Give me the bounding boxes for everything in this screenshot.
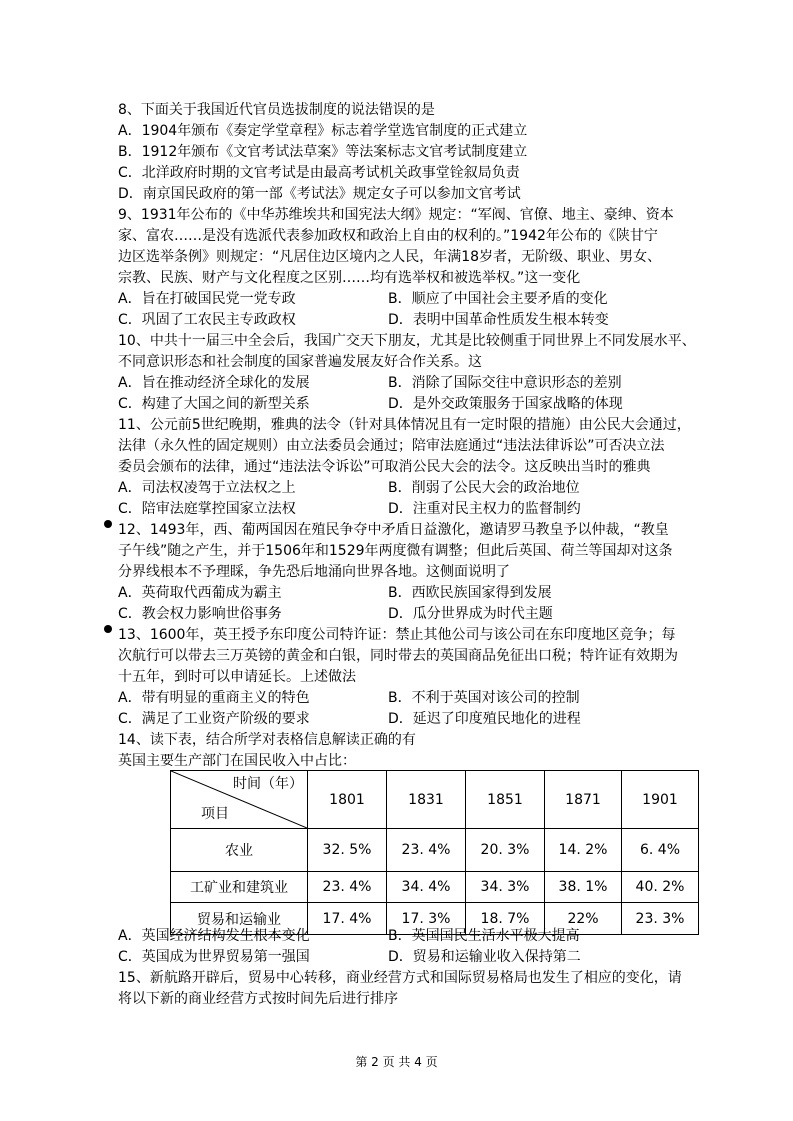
q8-option-a: A．1904年颁布《奏定学堂章程》标志着学堂选官制度的正式建立 xyxy=(118,123,528,139)
q8-option-b: B．1912年颁布《文官考试法草案》等法案标志文官考试制度建立 xyxy=(118,144,528,160)
row-label: 农业 xyxy=(171,829,308,872)
q13-option-b: B．不利于英国对该公司的控制 xyxy=(388,690,580,706)
year-header: 1871 xyxy=(545,771,622,829)
table-cell: 34. 3% xyxy=(466,872,545,903)
q13-line-2: 次航行可以带去三万英镑的黄金和白银，同时带去的英国商品免征出口税；特许证有效期为 xyxy=(118,648,678,664)
year-header: 1901 xyxy=(622,771,699,829)
row-label: 工矿业和建筑业 xyxy=(171,872,308,903)
q12-option-a: A．英荷取代西葡成为霸主 xyxy=(118,585,282,601)
q12-bullet-dot xyxy=(104,520,112,528)
corner-time-label: 时间（年） xyxy=(233,776,303,792)
page-footer: 第 2 页 共 4 页 xyxy=(355,1055,438,1069)
table-cell: 40. 2% xyxy=(622,872,699,903)
q9-line-1: 9、1931年公布的《中华苏维埃共和国宪法大纲》规定：“军阀、官僚、地主、豪绅、资本 xyxy=(118,207,674,223)
table-cell: 20. 3% xyxy=(466,829,545,872)
year-header: 1831 xyxy=(387,771,466,829)
q12-line-1: 12、1493年，西、葡两国因在殖民争夺中矛盾日益激化，邀请罗马教皇予以仲裁，“教皇 xyxy=(118,522,669,538)
income-share-table xyxy=(170,770,699,935)
q11-line-2: 法律（永久性的固定规则）由立法委员会通过；陪审法庭通过“违法法律诉讼”可否决立法 xyxy=(118,438,665,454)
q12-line-3: 分界线根本不予理睬，争先恐后地涌向世界各地。这侧面说明了 xyxy=(118,564,510,580)
q14-option-d: D．贸易和运输业收入保持第二 xyxy=(388,949,581,965)
year-header: 1851 xyxy=(466,771,545,829)
table-cell: 38. 1% xyxy=(545,872,622,903)
q8-option-c: C．北洋政府时期的文官考试是由最高考试机关政事堂铨叙局负责 xyxy=(118,165,520,181)
q13-line-3: 十五年，到时可以申请延长。上述做法 xyxy=(118,669,356,685)
q10-option-c: C．构建了大国之间的新型关系 xyxy=(118,396,310,412)
q11-line-1: 11、公元前5世纪晚期，雅典的法令（针对具体情况且有一定时限的措施）由公民大会通过， xyxy=(118,417,691,433)
table-cell: 6. 4% xyxy=(622,829,699,872)
row-label: 贸易和运输业 xyxy=(171,903,308,935)
table-cell: 22% xyxy=(545,903,622,935)
q14-stem: 14、读下表，结合所学对表格信息解读正确的有 xyxy=(118,732,416,748)
q11-option-a: A．司法权凌驾于立法权之上 xyxy=(118,480,296,496)
table-row xyxy=(171,872,699,903)
q11-line-3: 委员会颁布的法律，通过“违法法令诉讼”可取消公民大会的法令。这反映出当时的雅典 xyxy=(118,459,651,475)
q13-line-1: 13、1600年，英王授予东印度公司特许证：禁止其他公司与该公司在东印度地区竞争；每 xyxy=(118,627,676,643)
q14-option-b: B．英国国民生活水平极大提高 xyxy=(388,928,580,944)
q12-option-c: C．教会权力影响世俗事务 xyxy=(118,606,282,622)
q13-option-c: C．满足了工业资产阶级的要求 xyxy=(118,711,310,727)
q14-option-a: A．英国经济结构发生根本变化 xyxy=(118,928,310,944)
q9-line-3: 边区选举条例》则规定：“凡居住边区境内之人民，年满18岁者，无阶级、职业、男女、 xyxy=(118,249,662,265)
table-cell: 18. 7% xyxy=(466,903,545,935)
q10-line-1: 10、中共十一届三中全会后，我国广交天下朋友，尤其是比较侧重于同世界上不同发展水平、 xyxy=(118,333,696,349)
q8-stem: 8、下面关于我国近代官员选拔制度的说法错误的是 xyxy=(118,102,435,118)
q8-option-d: D．南京国民政府的第一部《考试法》规定女子可以参加文官考试 xyxy=(118,186,521,202)
q9-option-a: A．旨在打破国民党一党专政 xyxy=(118,291,296,307)
table-cell: 23. 4% xyxy=(387,829,466,872)
q11-option-b: B．削弱了公民大会的政治地位 xyxy=(388,480,580,496)
table-cell: 14. 2% xyxy=(545,829,622,872)
corner-item-label: 项目 xyxy=(201,806,229,822)
q9-line-4: 宗教、民族、财产与文化程度之区别……均有选举权和被选举权。”这一变化 xyxy=(118,270,581,286)
year-header: 1801 xyxy=(308,771,387,829)
q15-line-2: 将以下新的商业经营方式按时间先后进行排序 xyxy=(118,991,398,1007)
table-corner-cell xyxy=(171,771,308,829)
table-cell: 32. 5% xyxy=(308,829,387,872)
q14-option-c: C．英国成为世界贸易第一强国 xyxy=(118,949,310,965)
table-cell: 17. 4% xyxy=(308,903,387,935)
q13-option-a: A．带有明显的重商主义的特色 xyxy=(118,690,310,706)
table-cell: 23. 4% xyxy=(308,872,387,903)
q9-option-d: D．表明中国革命性质发生根本转变 xyxy=(388,312,609,328)
q12-line-2: 子午线”随之产生，并于1506年和1529年两度微有调整；但此后英国、荷兰等国却对这条 xyxy=(118,543,673,559)
q12-option-b: B．西欧民族国家得到发展 xyxy=(388,585,552,601)
q13-bullet-dot xyxy=(104,625,112,633)
q11-option-d: D．注重对民主权力的监督制约 xyxy=(388,501,581,517)
q15-line-1: 15、新航路开辟后，贸易中心转移，商业经营方式和国际贸易格局也发生了相应的变化，请 xyxy=(118,970,682,986)
q10-option-b: B．消除了国际交往中意识形态的差别 xyxy=(388,375,622,391)
table-cell: 34. 4% xyxy=(387,872,466,903)
q14-table-caption: 英国主要生产部门在国民收入中占比： xyxy=(118,753,356,769)
q9-option-c: C．巩固了工农民主专政政权 xyxy=(118,312,296,328)
q10-option-d: D．是外交政策服务于国家战略的体现 xyxy=(388,396,623,412)
table-header-row xyxy=(171,771,699,829)
q9-option-b: B．顺应了中国社会主要矛盾的变化 xyxy=(388,291,608,307)
q10-line-2: 不同意识形态和社会制度的国家普遍发展友好合作关系。这 xyxy=(118,354,482,370)
table-row xyxy=(171,829,699,872)
table-cell: 23. 3% xyxy=(622,903,699,935)
table-cell: 17. 3% xyxy=(387,903,466,935)
q9-line-2: 家、富农……是没有选派代表参加政权和政治上自由的权利的。”1942年公布的《陕甘宁 xyxy=(118,228,658,244)
q11-option-c: C．陪审法庭掌控国家立法权 xyxy=(118,501,296,517)
q12-option-d: D．瓜分世界成为时代主题 xyxy=(388,606,553,622)
q10-option-a: A．旨在推动经济全球化的发展 xyxy=(118,375,310,391)
q13-option-d: D．延迟了印度殖民地化的进程 xyxy=(388,711,581,727)
